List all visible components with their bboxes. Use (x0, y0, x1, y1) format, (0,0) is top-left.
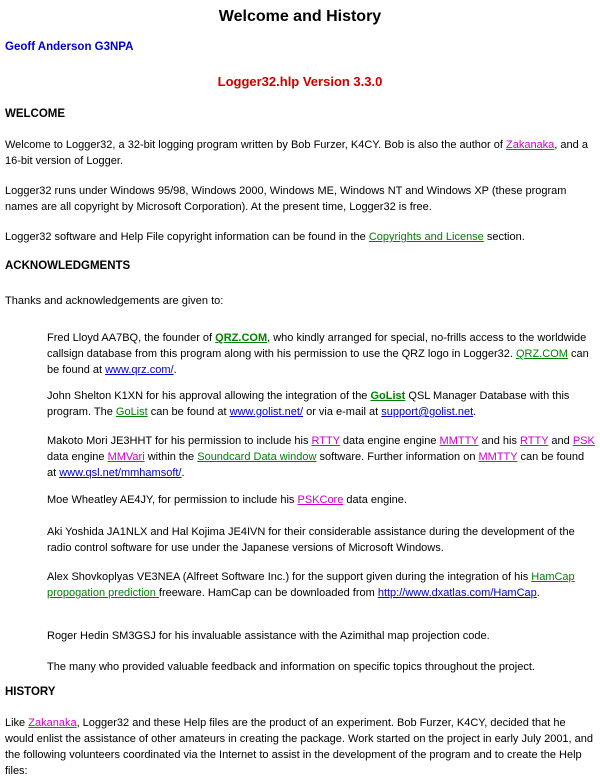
golist-url-link[interactable]: www.golist.net/ (229, 406, 304, 418)
ack-qrz: Fred Lloyd AA7BQ, the founder of QRZ.COM, who kindly arranged for special, no-frills access to the worldwide callsign database from this program along with his permission to use the QRZ logo in Logger32. QRZ.COM can be found at www.qrz.com/. (47, 332, 589, 376)
qrz-link-2[interactable]: QRZ.COM (515, 348, 568, 360)
welcome-paragraph-3: Logger32 software and Help File copyright information can be found in the Copyrights and License section. (5, 231, 525, 243)
soundcard-data-window-link[interactable]: Soundcard Data window (197, 451, 317, 463)
copyrights-license-link[interactable]: Copyrights and License (368, 231, 484, 243)
golist-link-2[interactable]: GoList (115, 406, 148, 418)
mmvari-link[interactable]: MMVari (107, 451, 145, 463)
mmtty-link-2[interactable]: MMTTY (478, 451, 518, 463)
ack-aki: Aki Yoshida JA1NLX and Hal Kojima JE4IVN for their considerable assistance during the development of the radio control software for use under the Japanese versions of Microsoft Windows. (47, 526, 575, 554)
history-paragraph: Like Zakanaka, Logger32 and these Help files are the product of an experiment. Bob Furzer, K4CY, decided that he would enlist the assistance of other amateurs in creating the package. Work started on the project in early July 2001, and the following volunteers coordinated via the Internet to assist in the development of the program and to create the Help files: (5, 717, 594, 777)
history-heading: HISTORY (5, 686, 56, 698)
golist-link[interactable]: GoList (370, 390, 406, 402)
ack-moe: Moe Wheatley AE4JY, for permission to include his PSKCore data engine. (47, 494, 407, 506)
ack-golist: John Shelton K1XN for his approval allowing the integration of the GoList QSL Manager Database with this program. The GoList can be found at www.golist.net/ or via e-mail at support@golist.net. (47, 390, 570, 418)
rtty-link-2[interactable]: RTTY (520, 435, 549, 447)
zakanaka-link-2[interactable]: Zakanaka (28, 717, 77, 729)
qrz-link[interactable]: QRZ.COM (215, 332, 268, 344)
pskcore-link[interactable]: PSKCore (297, 494, 344, 506)
welcome-paragraph-1: Welcome to Logger32, a 32-bit logging program written by Bob Furzer, K4CY. Bob is also the author of Zakanaka, and a 16-bit version of Logger. (5, 139, 588, 167)
hamcap-link[interactable]: HamCap propogation prediction (47, 571, 575, 599)
ack-alex: Alex Shovkoplyas VE3NEA (Alfreet Software Inc.) for the support given during the integration of his HamCap propogation prediction freeware. HamCap can be downloaded from http://www.dxatlas.com/HamCap. (47, 571, 575, 599)
author-name: Geoff Anderson G3NPA (5, 41, 134, 53)
qrz-url-link[interactable]: www.qrz.com/ (105, 364, 174, 376)
golist-email-link[interactable]: support@golist.net (381, 406, 474, 418)
page-title: Welcome and History (218, 8, 382, 25)
version-title: Logger32.hlp Version 3.3.0 (217, 74, 383, 89)
acknowledgments-heading: ACKNOWLEDGMENTS (5, 260, 131, 272)
ack-many: The many who provided valuable feedback and information on specific topics throughout the project. (47, 661, 535, 673)
mmtty-link[interactable]: MMTTY (439, 435, 479, 447)
rtty-link[interactable]: RTTY (311, 435, 340, 447)
zakanaka-link[interactable]: Zakanaka (505, 139, 555, 151)
welcome-heading: WELCOME (5, 108, 66, 120)
psk-link[interactable]: PSK (572, 435, 595, 447)
welcome-paragraph-2: Logger32 runs under Windows 95/98, Windows 2000, Windows ME, Windows NT and Windows XP (these program names are all copyright by Microsoft Corporation). At the present time, Logger32 is free. (5, 185, 567, 213)
ack-mmtty: Makoto Mori JE3HHT for his permission to include his RTTY data engine engine MMTTY and his RTTY and PSK data engine MMVari within the Soundcard Data window software. Further information on MMTTY can be found at www.qsl.net/mmhamsoft/. (47, 435, 595, 479)
mmhamsoft-url-link[interactable]: www.qsl.net/mmhamsoft/ (59, 467, 182, 479)
ack-roger: Roger Hedin SM3GSJ for his invaluable assistance with the Azimithal map projection code. (47, 630, 490, 642)
ack-intro: Thanks and acknowledgements are given to: (5, 295, 224, 307)
dxatlas-url-link[interactable]: http://www.dxatlas.com/HamCap (377, 587, 537, 599)
